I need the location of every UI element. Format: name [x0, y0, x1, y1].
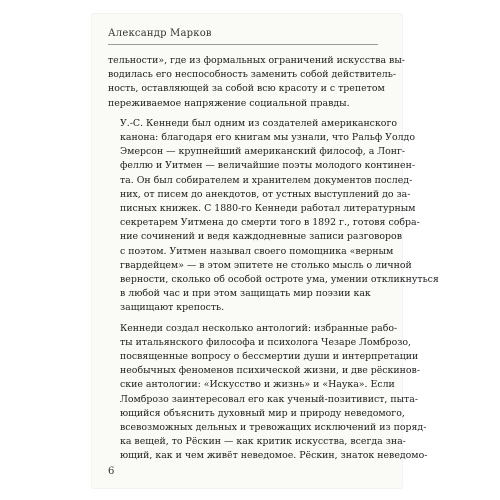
- text-line: всевозможных дельных и тревожащих исключений из поряд-: [120, 422, 427, 434]
- text-line: Эмерсон — крупнейший американский философ, а Лонг-: [120, 146, 406, 158]
- text-line: канона: благодаря его книгам мы узнали, что Ральф Уолдо: [120, 132, 415, 144]
- text-line: ты итальянского философа и психолога Чезаре Ломброзо,: [120, 336, 411, 348]
- text-line: Ломброзо заинтересовал его как ученый-позитивист, пыта-: [120, 393, 418, 405]
- text-line: тельности», где из формальных ограничений искусства вы-: [108, 55, 405, 66]
- text-line: ние сочинений и ведя каждодневные записи разговоров: [120, 231, 402, 243]
- header-rule: [108, 44, 378, 45]
- text-line: ность, оставляющей за собой всю красоту и с трепетом: [108, 83, 385, 95]
- paragraph-2: [108, 117, 439, 316]
- text-line: ющийся объяснить духовный мир и природу неведомого,: [120, 407, 405, 419]
- text-line: с поэтом. Уитмен называл своего помощника «верным: [120, 245, 394, 257]
- page-number: 6: [108, 466, 115, 477]
- text-line: Кеннеди создал несколько антологий: избранные рабо-: [120, 322, 398, 334]
- text-line: в любой час и при этом защищать мир поэзии как: [120, 288, 371, 300]
- text-line: необычных феноменов психической жизни, и две рёскинов-: [120, 365, 420, 377]
- text-line: феллю и Уитмен — величайшие поэты молодого континен-: [120, 160, 416, 172]
- book-page: [92, 14, 439, 488]
- body-text: [108, 54, 439, 470]
- text-line: защищают крепость.: [120, 302, 225, 314]
- text-line: ка вещей, то Рёскин — как критик искусства, всегда зна-: [120, 436, 406, 448]
- text-line: ские антологии: «Искусство и жизнь» и «Наука». Если: [120, 379, 395, 391]
- paragraph-1: [108, 54, 405, 111]
- text-line: секретарем Уитмена до смерти того в 1892 г., готовя собра-: [120, 217, 420, 229]
- text-line: них, от писем до анекдотов, от устных выступлений до за-: [120, 188, 411, 200]
- text-line: посвященные вопросу о бессмертии души и интерпретации: [120, 351, 419, 363]
- text-line: верности, сколько об особой остроте ума, умении откликнуться: [120, 274, 439, 286]
- text-line: гвардейцем» — в этом эпитете не столько мысль о личной: [120, 259, 412, 271]
- text-line: писных книжек. С 1880-го Кеннеди работал литературным: [120, 203, 416, 215]
- text-line: У.-С. Кеннеди был одним из создателей американского: [120, 117, 397, 129]
- text-line: переживаемое напряжение социальной правды.: [108, 97, 350, 109]
- text-line: ющий, как и чем живёт неведомое. Рёскин, знаток неведомо-: [120, 450, 428, 462]
- paragraph-3: [108, 322, 428, 464]
- text-line: та. Он был собирателем и хранителем документов послед-: [120, 174, 413, 186]
- running-header-author: Александр Марков: [108, 28, 212, 39]
- text-line: водилась его неспособность заменить собой действитель-: [108, 69, 397, 81]
